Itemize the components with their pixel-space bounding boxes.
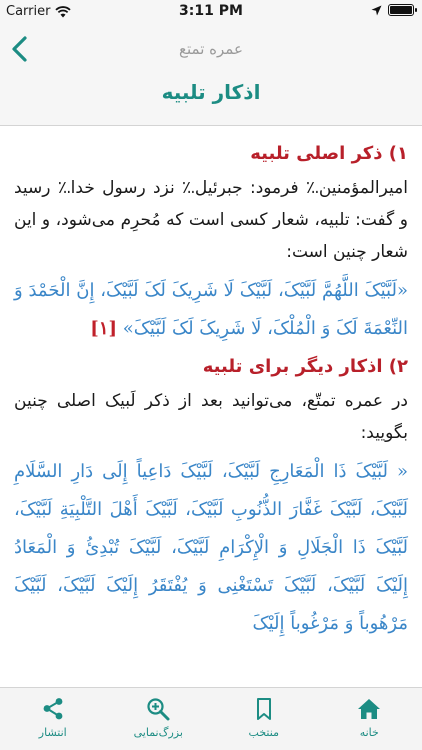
arabic-dhikr xyxy=(14,272,408,348)
location-arrow-icon xyxy=(371,5,382,16)
tab-label: بزرگ‌نمایی xyxy=(133,726,183,739)
tab-bar xyxy=(0,687,422,750)
tab-share[interactable] xyxy=(0,688,106,750)
tab-label: انتشار xyxy=(38,726,67,739)
tab-selected[interactable] xyxy=(211,688,317,750)
battery-icon xyxy=(388,4,414,16)
share-icon xyxy=(40,696,66,722)
status-bar xyxy=(0,0,422,22)
battery-fill xyxy=(390,6,412,14)
tab-label: خانه xyxy=(359,726,379,739)
status-time: 3:11 PM xyxy=(179,3,243,19)
section-heading: ۲) اذکار دیگر برای تلبیه xyxy=(202,356,408,377)
carrier-label: Carrier xyxy=(6,4,51,19)
section-paragraph: امیرالمؤمنین؉ فرمود: جبرئیل؉ نزد رسول خدا؉ رسید و گفت: تلبیه، شعار کسی است که مُحرِم می‌شود، و این شعار چنین است: xyxy=(14,178,408,262)
section-heading: ۱) ذکر اصلی تلبیه xyxy=(250,143,408,164)
section-main-talbiyah xyxy=(14,143,408,348)
arabic-dhikr-text: « لَبَّیْکَ ذَا الْمَعَارِجِ لَبَّیْکَ، لَبَّیْکَ دَاعِیاً إِلَی دَارِ السَّلَامِ لَبَّیْکَ، لَبَّیْکَ غَفَّارَ الذُّنُوبِ لَبَّیْکَ، لَبَّیْکَ أَهْلَ التَّلْبِیَةِ لَبَّیْکَ، لَبَّیْکَ ذَا الْجَلَالِ وَ الْإِکْرَامِ لَبَّیْکَ، لَبَّیْکَ تُبْدِئُ وَ الْمَعَادُ إِلَیْکَ لَبَّیْکَ، لَبَّیْکَ تَسْتَغْنِی وَ یُفْتَقَرُ إِلَیْکَ لَبَّیْکَ، لَبَّیْکَ مَرْهُوباً وَ مَرْغُوباً إِلَیْکَ xyxy=(14,461,408,634)
home-icon xyxy=(356,696,382,722)
nav-header xyxy=(0,22,422,126)
section-paragraph: در عمره تمتّع، می‌توانید بعد از ذکر لَبیک اصلی چنین بگویید: xyxy=(14,391,408,443)
footnote-ref[interactable]: [۱] xyxy=(90,318,118,339)
tab-zoom[interactable] xyxy=(106,688,212,750)
arabic-dhikr xyxy=(14,453,408,643)
bookmark-icon xyxy=(251,696,277,722)
zoom-in-icon xyxy=(145,696,171,722)
tab-label: منتخب xyxy=(248,726,279,739)
content-area[interactable] xyxy=(0,127,422,687)
status-right xyxy=(371,4,414,16)
section-other-talbiyah xyxy=(14,356,408,643)
header-subtitle: عمره تمتع xyxy=(179,40,243,58)
arabic-dhikr-text: «لَبَّیْکَ اللَّهُمَّ لَبَّیْکَ، لَبَّیْکَ لَا شَرِیکَ لَکَ لَبَّیْکَ، إِنَّ الْحَمْدَ وَ النِّعْمَةَ لَکَ وَ الْمُلْکَ، لَا شَرِیکَ لَکَ لَبَّیْکَ» xyxy=(14,280,408,339)
tab-home[interactable] xyxy=(317,688,422,750)
page-title: اذکار تلبیه xyxy=(161,80,261,104)
